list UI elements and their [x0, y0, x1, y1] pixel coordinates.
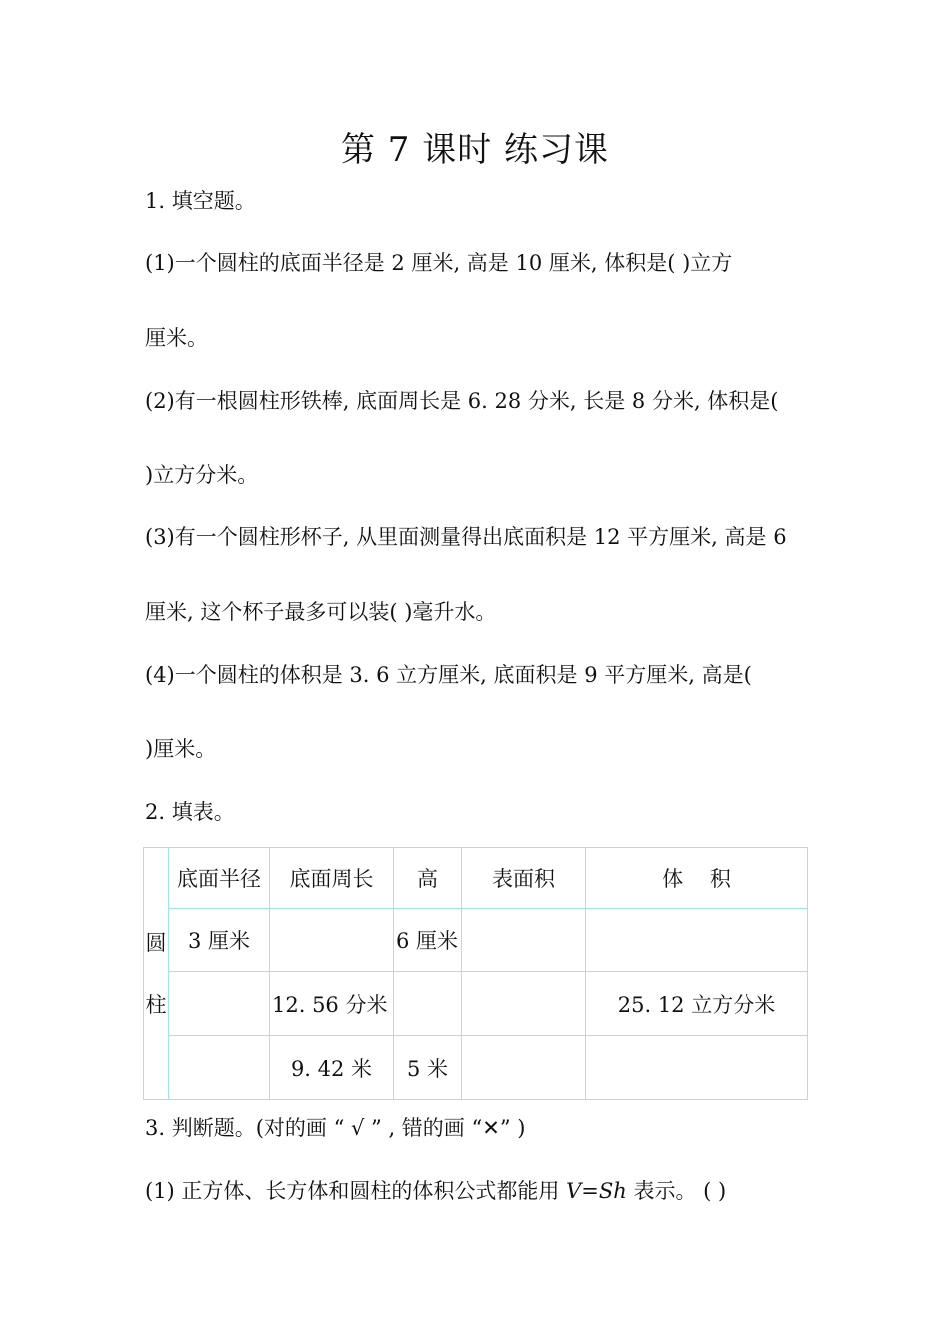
question-1-2-line-1: (2)有一根圆柱形铁棒, 底面周长是 6. 28 分米, 长是 8 分米, 体积是( — [145, 389, 779, 413]
side-label-char-1: 圆 — [145, 930, 167, 955]
header-base-circumference: 底面周长 — [270, 848, 394, 909]
question-1-2-line-2: )立方分米。 — [145, 463, 259, 487]
table-row — [144, 1036, 808, 1100]
question-1-1-line-1: (1)一个圆柱的底面半径是 2 厘米, 高是 10 厘米, 体积是( )立方 — [145, 251, 733, 275]
side-label-char-2: 柱 — [145, 992, 167, 1017]
question-3-1 — [145, 1176, 726, 1206]
table-header-row — [144, 848, 808, 909]
header-height: 高 — [394, 848, 462, 909]
table-cell: 6 厘米 — [394, 909, 462, 972]
table-cell[interactable] — [462, 972, 586, 1036]
header-surface-area: 表面积 — [462, 848, 586, 909]
section-2-heading: 2. 填表。 — [145, 800, 235, 824]
question-1-3-line-1: (3)有一个圆柱形杯子, 从里面测量得出底面积是 12 平方厘米, 高是 6 — [145, 525, 787, 549]
table-cell[interactable] — [270, 909, 394, 972]
table-cell[interactable] — [462, 1036, 586, 1100]
question-1-1-line-2: 厘米。 — [145, 326, 208, 350]
cylinder-side-label — [144, 848, 169, 1100]
table-cell: 9. 42 米 — [270, 1036, 394, 1100]
volume-formula: V=Sh — [566, 1179, 627, 1203]
header-volume: 体 积 — [586, 848, 808, 909]
table-cell[interactable] — [586, 909, 808, 972]
header-base-radius: 底面半径 — [169, 848, 270, 909]
table-cell: 25. 12 立方分米 — [586, 972, 808, 1036]
table-row — [144, 972, 808, 1036]
table-cell[interactable] — [586, 1036, 808, 1100]
question-3-1-suffix: 表示。 ( ) — [626, 1179, 727, 1203]
question-1-4-line-1: (4)一个圆柱的体积是 3. 6 立方厘米, 底面积是 9 平方厘米, 高是( — [145, 663, 752, 687]
page-title: 第 7 课时 练习课 — [340, 130, 610, 170]
table-cell: 5 米 — [394, 1036, 462, 1100]
table-cell[interactable] — [394, 972, 462, 1036]
table-cell[interactable] — [462, 909, 586, 972]
question-1-4-line-2: )厘米。 — [145, 737, 217, 761]
question-3-1-prefix: (1) 正方体、长方体和圆柱的体积公式都能用 — [145, 1179, 567, 1203]
section-1-heading: 1. 填空题。 — [145, 189, 256, 213]
table-cell[interactable] — [169, 1036, 270, 1100]
cylinder-fill-table — [143, 847, 808, 1100]
table-row — [144, 909, 808, 972]
section-3-heading: 3. 判断题。(对的画 “ √ ” , 错的画 “✕” ) — [145, 1116, 526, 1140]
table-cell: 12. 56 分米 — [270, 972, 394, 1036]
question-1-3-line-2: 厘米, 这个杯子最多可以装( )毫升水。 — [145, 600, 497, 624]
table-cell[interactable] — [169, 972, 270, 1036]
table-cell: 3 厘米 — [169, 909, 270, 972]
